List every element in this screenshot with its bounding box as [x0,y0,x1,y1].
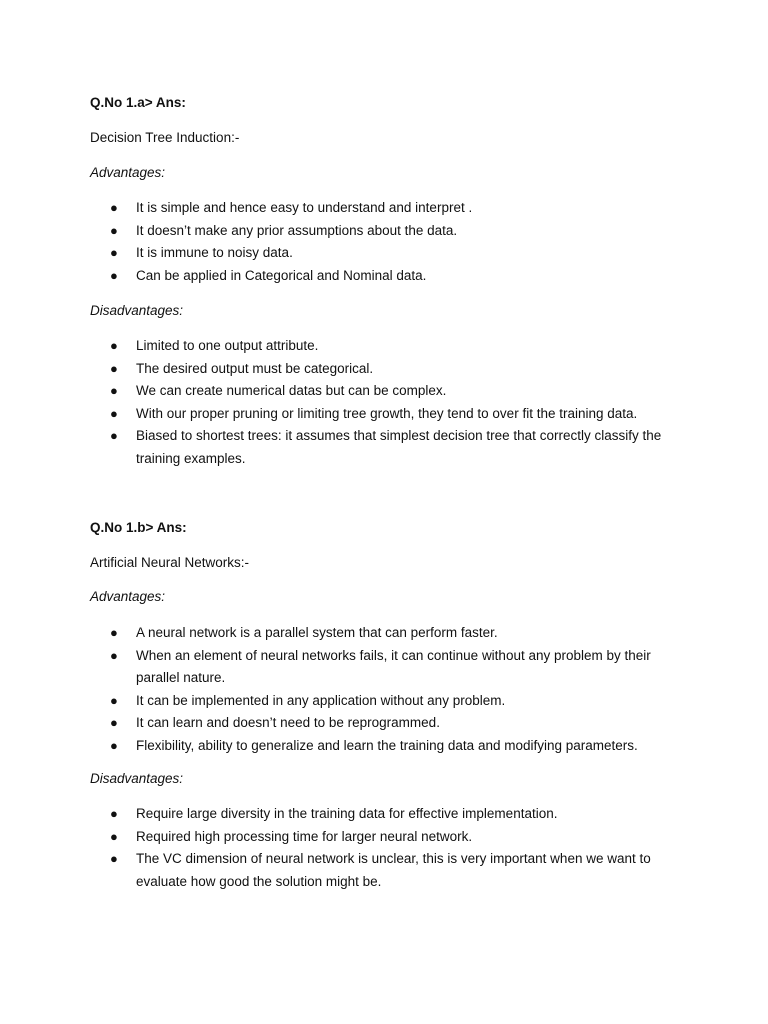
list-item-text: The desired output must be categorical. [136,360,374,376]
disadvantages-heading-1b: Disadvantages: [90,771,184,786]
bullet-icon: ● [110,828,118,844]
list-item [0,712,768,735]
list-item [0,848,768,893]
bullet-icon: ● [110,267,118,283]
list-item [0,826,768,849]
list-item-text: It is immune to noisy data. [136,245,293,260]
list-item [0,335,768,358]
list-item-text: The VC dimension of neural network is unclear, this is very important when we want to evaluate how good the solution might be. [136,851,651,889]
bullet-icon: ● [110,383,118,398]
list-item-text: Require large diversity in the training data for effective implementation. [136,806,558,821]
list-item [0,197,768,220]
disadvantages-heading-1a: Disadvantages: [90,303,184,318]
bullet-icon: ● [110,200,118,215]
bullet-icon: ● [110,647,118,663]
bullet-icon: ● [110,851,118,866]
bullet-icon: ● [110,806,118,821]
bullet-icon: ● [110,625,118,640]
advantages-heading-1a: Advantages: [90,165,166,180]
advantages-list-1a [0,197,768,287]
list-item-text: It is simple and hence easy to understand and interpret . [136,200,473,215]
list-item [0,425,768,470]
list-item [0,403,768,426]
list-item-text: When an element of neural networks fails, it can continue without any problem by their parallel nature. [136,647,651,685]
list-item-text: A neural network is a parallel system that can perform faster. [136,625,498,640]
disadvantages-list-1a [0,335,768,470]
list-item-text: We can create numerical datas but can be complex. [136,383,447,398]
list-item [0,358,768,381]
list-item [0,380,768,403]
bullet-icon: ● [110,428,118,443]
advantages-list-1b [0,622,768,757]
list-item [0,622,768,645]
list-item [0,265,768,288]
list-item [0,645,768,690]
topic-title-neural-networks: Artificial Neural Networks:- [90,555,250,570]
list-item [0,242,768,265]
advantages-heading-1b: Advantages: [90,589,166,604]
list-item-text: It can be implemented in any application without any problem. [136,692,506,708]
list-item-text: Limited to one output attribute. [136,338,319,353]
list-item-text: Flexibility, ability to generalize and learn the training data and modifying parameters. [136,737,638,753]
bullet-icon: ● [110,338,118,353]
bullet-icon: ● [110,360,118,376]
list-item-text: With our proper pruning or limiting tree growth, they tend to over fit the training data. [136,405,638,421]
list-item-text: It doesn’t make any prior assumptions about the data. [136,222,458,238]
list-item-text: Biased to shortest trees: it assumes that simplest decision tree that correctly classify the training examples. [136,428,662,466]
bullet-icon: ● [110,715,118,730]
list-item [0,220,768,243]
bullet-icon: ● [110,222,118,238]
list-item-text: Can be applied in Categorical and Nominal data. [136,267,427,283]
question-heading-1a: Q.No 1.a> Ans: [90,95,186,110]
bullet-icon: ● [110,692,118,708]
question-heading-1b: Q.No 1.b> Ans: [90,520,187,535]
list-item-text: It can learn and doesn’t need to be reprogrammed. [136,715,440,730]
bullet-icon: ● [110,737,118,753]
list-item [0,803,768,826]
bullet-icon: ● [110,405,118,421]
topic-title-decision-tree: Decision Tree Induction:- [90,130,240,145]
list-item [0,690,768,713]
list-item [0,735,768,758]
bullet-icon: ● [110,245,118,260]
disadvantages-list-1b [0,803,768,893]
list-item-text: Required high processing time for larger neural network. [136,828,473,844]
